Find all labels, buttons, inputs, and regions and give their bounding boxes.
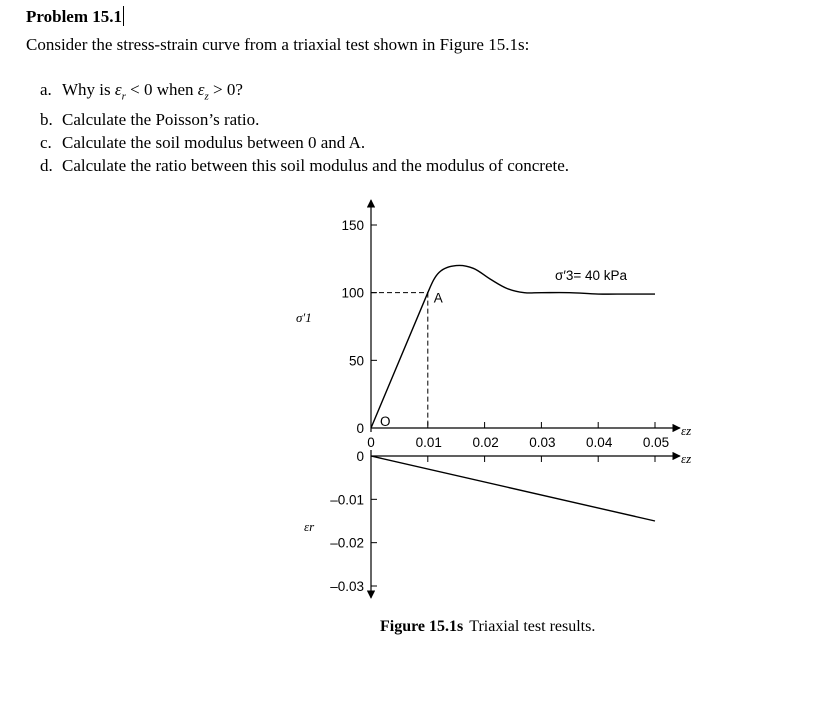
- stress-x-tick-label: 0.01: [415, 435, 442, 450]
- question-b: b. Calculate the Poisson’s ratio.: [40, 110, 260, 130]
- stress-x-axis-label: εz: [681, 423, 692, 438]
- strain-y-tick-label: –0.02: [330, 535, 364, 551]
- stress-y-axis-label: σ′1: [296, 310, 312, 325]
- stress-y-tick-label: 150: [341, 218, 364, 233]
- figure-caption: Figure 15.1s Triaxial test results.: [380, 618, 596, 635]
- stress-x-tick-label: 0.04: [586, 435, 613, 450]
- question-label: d.: [40, 156, 53, 176]
- stress-strain-curve: [371, 265, 655, 428]
- question-a: a. Why is $\varepsilon_r < 0$ when $\varepsilon_z > 0$?: [40, 80, 243, 103]
- question-label: c.: [40, 133, 52, 153]
- problem-title: Problem 15.1: [26, 7, 123, 26]
- stress-y-tick-label: 50: [348, 353, 364, 369]
- strain-y-tick-label: –0.01: [330, 492, 364, 508]
- strain-x-axis-label: εz: [681, 451, 692, 466]
- question-c: c. Calculate the soil modulus between 0 and A.: [40, 133, 366, 153]
- strain-y-axis-label: εr: [304, 519, 315, 534]
- radial-strain-line: [371, 456, 655, 521]
- point-a-label: A: [433, 290, 443, 306]
- problem-intro: Consider the stress-strain curve from a triaxial test shown in Figure 15.1s:: [26, 35, 530, 54]
- question-label: b.: [40, 110, 53, 130]
- origin-o-label: O: [380, 414, 391, 429]
- strain-y-tick-label: 0: [356, 449, 364, 464]
- stress-y-tick-label: 0: [356, 421, 364, 436]
- question-label: a.: [40, 80, 52, 99]
- stress-x-tick-label: 0.05: [642, 435, 670, 450]
- stress-x-tick-label: 0.02: [472, 435, 499, 450]
- stress-y-tick-label: 100: [341, 285, 364, 301]
- question-d: d. Calculate the ratio between this soil modulus and the modulus of concrete.: [40, 156, 570, 176]
- stress-x-tick-label: 0: [367, 435, 375, 450]
- stress-x-tick-label: 0.03: [529, 435, 556, 450]
- confining-pressure-label: σ′3= 40 kPa: [555, 268, 628, 283]
- strain-y-tick-label: –0.03: [330, 579, 364, 594]
